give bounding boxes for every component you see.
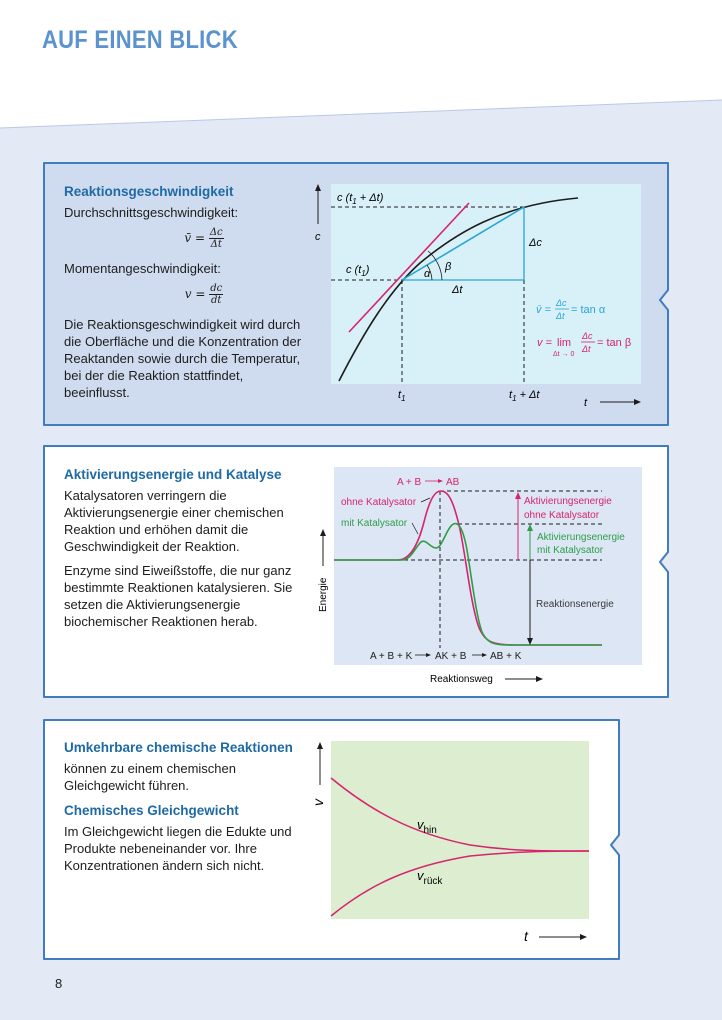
heading-umkehrbare-reaktionen: Umkehrbare chemische Reaktionen bbox=[64, 740, 293, 755]
paragraph-reaktionsgeschwindigkeit: Die Reaktionsgeschwindigkeit wird durch die Oberfläche und die Konzentration der Reaktanden sowie durch die Temperatur, bei der die Reaktion stattfindet, beeinflusst. bbox=[64, 317, 302, 400]
svg-text:= tan β: = tan β bbox=[597, 337, 632, 349]
heading-reaktionsgeschwindigkeit: Reaktionsgeschwindigkeit bbox=[64, 184, 234, 199]
paragraph-gleichgewicht: Im Gleichgewicht liegen die Edukte und Produkte nebeneinander vor. Ihre Konzentrationen ändern sich nicht. bbox=[64, 824, 292, 873]
label-c-top: c $(t_1 + \Delta t)$ bbox=[337, 192, 384, 206]
label-delta-c: Δc bbox=[529, 237, 542, 249]
svg-text:lim: lim bbox=[557, 337, 572, 349]
label-v-rueck: $v_{rück}$ bbox=[417, 868, 443, 887]
paragraph-katalysatoren: Katalysatoren verringern die Aktivierungsenergie einer chemischen Reaktion und erhöhen damit die Geschwindigkeit der Reaktion. bbox=[64, 488, 284, 554]
label-aktiv-ohne-1: Aktivierungsenergie bbox=[524, 496, 612, 507]
svg-text:= tan α: = tan α bbox=[571, 304, 606, 316]
page-number: 8 bbox=[55, 976, 63, 991]
x-axis-label-reaktionsweg: Reaktionsweg bbox=[430, 674, 493, 685]
label-c1: c $(t_1)$ bbox=[346, 264, 370, 278]
label-t1: $t_1$ bbox=[398, 389, 406, 403]
label-aktiv-mit-1: Aktivierungsenergie bbox=[537, 532, 625, 543]
formula-average-den: Δt bbox=[210, 239, 222, 250]
svg-text:Δc: Δc bbox=[582, 331, 593, 341]
label-durchschnitt: Durchschnittsgeschwindigkeit: bbox=[64, 205, 239, 220]
svg-text:v̄ =: v̄ = bbox=[536, 304, 551, 316]
y-axis-label-energie: Energie bbox=[318, 577, 329, 612]
page-title: AUF EINEN BLICK bbox=[42, 26, 238, 54]
svg-text:Δt: Δt bbox=[582, 344, 591, 354]
step-a-b-k: A + B + K bbox=[370, 651, 413, 662]
label-t1-dt: $t_1 + \Delta t$ bbox=[509, 389, 540, 403]
svg-text:Δt: Δt bbox=[556, 311, 565, 321]
svg-text:A + B: A + B bbox=[397, 477, 422, 488]
formula-instant-lhs: v = bbox=[184, 287, 206, 301]
formula-average-lhs: v̄ = bbox=[184, 231, 205, 245]
svg-text:Δt → 0: Δt → 0 bbox=[553, 351, 575, 358]
step-ab-k: AB + K bbox=[490, 651, 522, 662]
paragraph-umkehrbare: können zu einem chemischen Gleichgewicht führen. bbox=[64, 761, 236, 793]
x-axis-label-t: t bbox=[584, 397, 588, 409]
y-axis-arrowhead-eq bbox=[317, 742, 323, 749]
svg-text:v =: v = bbox=[537, 337, 552, 349]
formula-average-num: Δc bbox=[209, 227, 223, 238]
svg-text:Δc: Δc bbox=[556, 298, 567, 308]
label-aktiv-mit-2: mit Katalysator bbox=[537, 545, 604, 556]
y-axis-label-v: v bbox=[310, 799, 326, 806]
x-axis-label-t-eq: t bbox=[524, 928, 528, 944]
label-v-hin: $v_{hin}$ bbox=[417, 817, 437, 836]
heading-chemisches-gleichgewicht: Chemisches Gleichgewicht bbox=[64, 803, 239, 818]
y-axis-label-c: c bbox=[315, 231, 321, 243]
paragraph-enzyme: Enzyme sind Eiweißstoffe, die nur ganz bestimmte Reaktionen katalysieren. Sie setzen die Aktivierungsenergie biochemischer Reaktionen herab. bbox=[64, 563, 293, 629]
step-ak-b: AK + B bbox=[435, 651, 467, 662]
label-moment: Momentangeschwindigkeit: bbox=[64, 261, 221, 276]
svg-text:AB: AB bbox=[446, 477, 460, 488]
formula-instant-num: dc bbox=[210, 283, 223, 294]
label-ohne-katalysator: ohne Katalysator bbox=[341, 497, 417, 508]
curve-v-rueck bbox=[331, 851, 589, 916]
curve-v-hin bbox=[331, 778, 589, 851]
formula-instant-den: dt bbox=[211, 295, 222, 306]
label-aktiv-ohne-2: ohne Katalysator bbox=[524, 510, 600, 521]
label-alpha: α bbox=[424, 268, 431, 280]
label-beta: β bbox=[445, 261, 452, 273]
x-axis-arrowhead-eq bbox=[580, 934, 587, 940]
label-delta-t: Δt bbox=[452, 284, 463, 296]
label-mit-katalysator: mit Katalysator bbox=[341, 518, 408, 529]
label-reaktionsenergie: Reaktionsenergie bbox=[536, 599, 614, 610]
heading-aktivierungsenergie: Aktivierungsenergie und Katalyse bbox=[64, 467, 282, 482]
